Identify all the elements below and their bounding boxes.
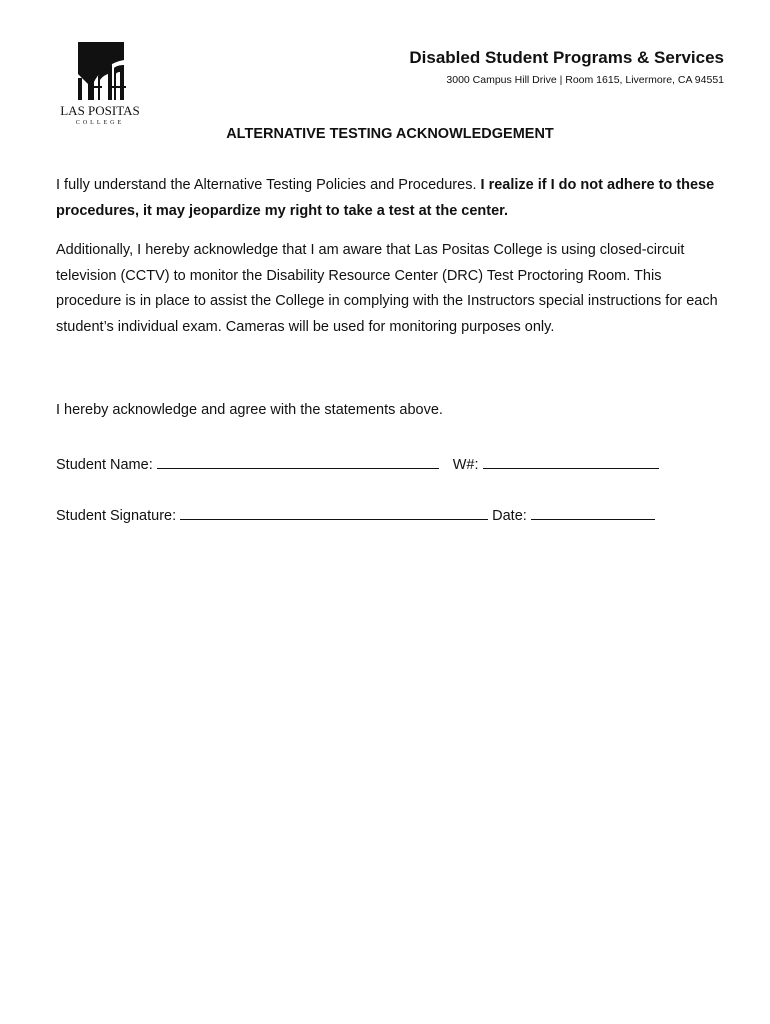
student-signature-label: Student Signature: [56, 508, 177, 524]
date-field[interactable] [531, 506, 655, 520]
college-logo [54, 40, 146, 132]
logo-wordmark: LAS POSITAS [60, 103, 140, 118]
document-title: ALTERNATIVE TESTING ACKNOWLEDGEMENT [226, 126, 554, 142]
student-name-label: Student Name: [56, 457, 153, 473]
policy-text: I fully understand the Alternative Testing Policies and Procedures. [56, 177, 481, 193]
cctv-paragraph: Additionally, I hereby acknowledge that I am aware that Las Positas College is using closed-circuit television (CCTV) to monitor the Disability Resource Center (DRC) Test Proctoring Room. This procedure is in place to assist the College in complying with the Instructors special instructions for each student’s individual exam. Cameras will be used for monitoring purposes only. [56, 242, 718, 335]
signature-row [56, 506, 736, 524]
org-name: Disabled Student Programs & Services [409, 48, 724, 67]
logo-subtitle: COLLEGE [75, 120, 125, 126]
policy-warning-text: I realize if I do not adhere to these procedures, it may jeopardize my right to take a test at the center. [56, 177, 715, 219]
w-number-label: W#: [452, 457, 479, 473]
student-name-field[interactable] [157, 455, 439, 469]
student-signature-field[interactable] [180, 506, 488, 520]
policy-paragraph [56, 173, 726, 224]
logo-emblem-icon [54, 40, 146, 102]
date-label: Date: [492, 508, 527, 524]
agreement-statement: I hereby acknowledge and agree with the statements above. [56, 402, 443, 418]
w-number-field[interactable] [483, 455, 659, 469]
student-name-row [56, 455, 736, 473]
org-address: 3000 Campus Hill Drive | Room 1615, Livermore, CA 94551 [446, 74, 724, 86]
